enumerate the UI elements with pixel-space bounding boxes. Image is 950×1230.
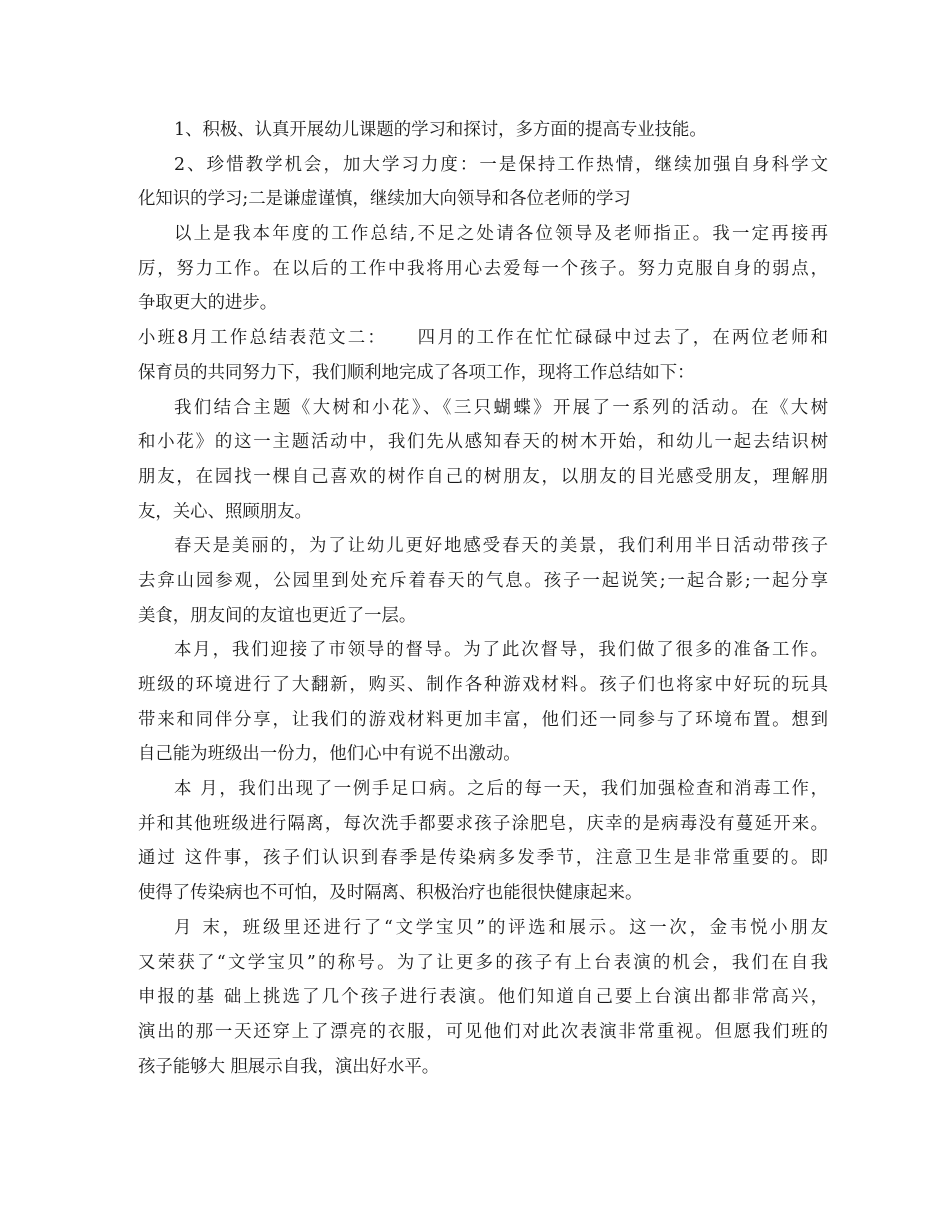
text-line: 演出的那一天还穿上了漂亮的衣服，可见他们对此次表演非常重视。但愿我们班的 [138,1021,828,1042]
text-line: 通过 这件事，孩子们认识到春季是传染病多发季节，注意卫生是非常重要的。即 [138,848,828,869]
text-line: 厉，努力工作。在以后的工作中我将用心去爱每一个孩子。努力克服自身的弱点， [138,258,828,279]
text-line: 我们结合主题《大树和小花》、《三只蝴蝶》开展了一系列的活动。在《大树 [174,397,828,418]
text-line: 美食，朋友间的友谊也更近了一层。 [138,605,417,626]
text-line: 自己能为班级出一份力，他们心中有说不出激动。 [138,744,521,765]
document-body [138,113,828,1084]
text-line: 去弇山园参观，公园里到处充斥着春天的气息。孩子一起说笑;一起合影;一起分享 [138,570,828,591]
text-line: 本 月，我们出现了一例手足口病。之后的每一天，我们加强检查和消毒工作， [174,779,828,800]
text-line: 使得了传染病也不可怕，及时隔离、积极治疗也能很快健康起来。 [138,883,643,904]
text-line: 1、积极、认真开展幼儿课题的学习和探讨，多方面的提高专业技能。 [174,120,707,140]
text-line: 孩子能够大 胆展示自我，演出好水平。 [138,1056,440,1077]
text-line: 本月，我们迎接了市领导的督导。为了此次督导，我们做了很多的准备工作。 [174,640,828,661]
text-line: 化知识的学习;二是谦虚谨慎，继续加大向领导和各位老师的学习 [138,189,631,210]
text-line: 争取更大的进步。 [138,293,278,314]
text-line: 友，关心、照顾朋友。 [138,501,312,522]
text-line: 2、珍惜教学机会，加大学习力度：一是保持工作热情，继续加强自身科学文 [174,154,828,175]
text-line: 申报的基 础上挑选了几个孩子进行表演。他们知道自己要上台演出都非常高兴， [138,987,828,1008]
text-line: 小班8月工作总结表范文二： 四月的工作在忙忙碌碌中过去了，在两位老师和 [138,328,828,349]
text-line: 并和其他班级进行隔离，每次洗手都要求孩子涂肥皂，庆幸的是病毒没有蔓延开来。 [138,813,828,834]
text-line: 保育员的共同努力下，我们顺利地完成了各项工作，现将工作总结如下： [138,362,695,383]
text-line: 又荣获了“文学宝贝”的称号。为了让更多的孩子有上台表演的机会，我们在自我 [138,952,828,973]
text-line: 月 末，班级里还进行了“文学宝贝”的评选和展示。这一次，金韦悦小朋友 [174,917,828,938]
text-line: 春天是美丽的，为了让幼儿更好地感受春天的美景，我们利用半日活动带孩子 [174,536,828,557]
text-line: 班级的环境进行了大翻新，购买、制作各种游戏材料。孩子们也将家中好玩的玩具 [138,675,828,695]
text-line: 和小花》的这一主题活动中，我们先从感知春天的树木开始，和幼儿一起去结识树 [138,432,828,453]
text-line: 带来和同伴分享，让我们的游戏材料更加丰富，他们还一同参与了环境布置。想到 [138,709,828,730]
text-line: 以上是我本年度的工作总结,不足之处请各位领导及老师指正。我一定再接再 [174,224,828,245]
text-line: 朋友，在园找一棵自己喜欢的树作自己的树朋友，以朋友的目光感受朋友，理解朋 [138,466,828,487]
